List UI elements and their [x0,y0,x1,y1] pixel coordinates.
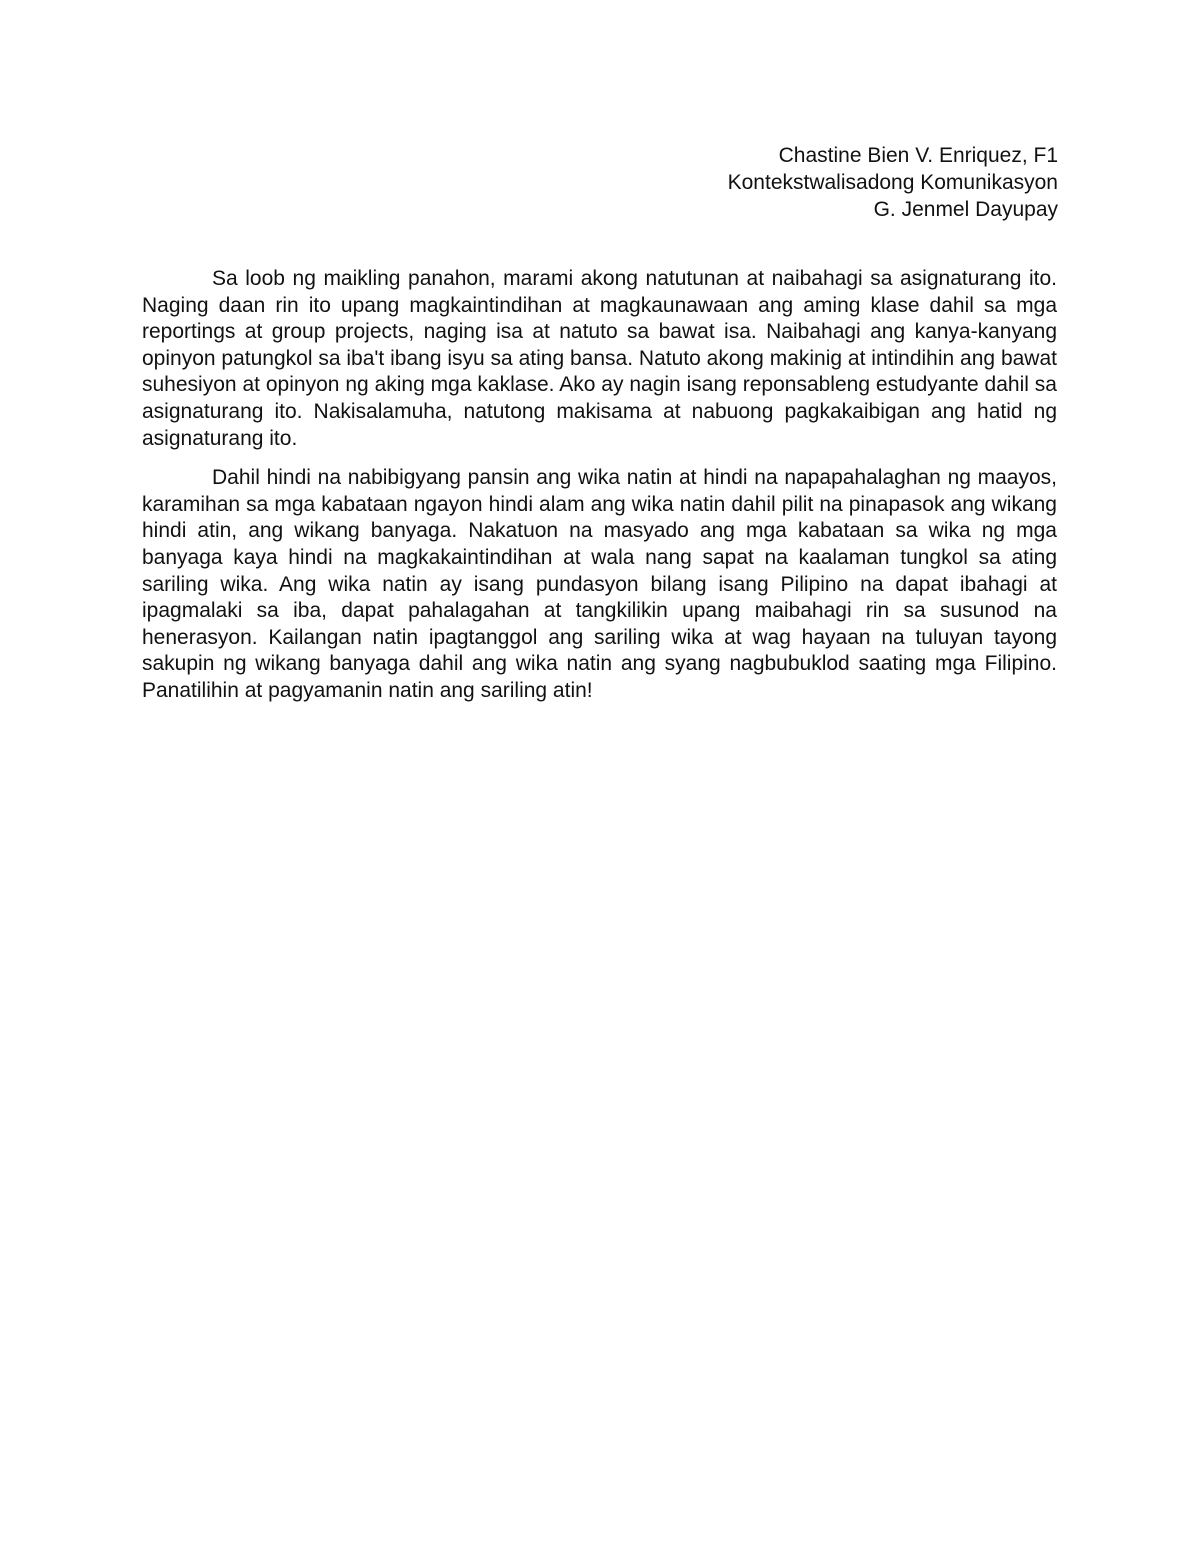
document-body [142,266,1057,718]
document-header [458,142,1058,223]
author-line: Chastine Bien V. Enriquez, F1 [778,144,1058,167]
subject-line: Kontekstwalisadong Komunikasyon [727,171,1058,194]
paragraph-1: Sa loob ng maikling panahon, marami akong natutunan at naibahagi sa asignaturang ito. Naging daan rin ito upang magkaintindihan at magkaunawaan ang aming klase dahil sa mga reportings at group projects, naging isa at natuto sa bawat isa. Naibahagi ang kanya-kanyang opinyon patungkol sa iba't ibang isyu sa ating bansa. Natuto akong makinig at intindihin ang bawat suhesiyon at opinyon ng aking mga kaklase. Ako ay nagin isang reponsableng estudyante dahil sa asignaturang ito. Nakisalamuha, natutong makisama at nabuong pagkakaibigan ang hatid ng asignaturang ito. [142,267,1057,450]
paragraph-2: Dahil hindi na nabibigyang pansin ang wika natin at hindi na napapahalaghan ng maayos, karamihan sa mga kabataan ngayon hindi alam ang wika natin dahil pilit na pinapasok ang wikang hindi atin, ang wikang banyaga. Nakatuon na masyado ang mga kabataan sa wika ng mga banyaga kaya hindi na magkakaintindihan at wala nang sapat na kaalaman tungkol sa ating sariling wika. Ang wika natin ay isang pundasyon bilang isang Pilipino na dapat ibahagi at ipagmalaki sa iba, dapat pahalagahan at tangkilikin upang maibahagi rin sa susunod na henerasyon. Kailangan natin ipagtanggol ang sariling wika at wag hayaan na tuluyan tayong sakupin ng wikang banyaga dahil ang wika natin ang syang nagbubuklod saating mga Filipino. Panatilihin at pagyamanin natin ang sariling atin! [142,466,1057,702]
teacher-line: G. Jenmel Dayupay [873,198,1058,221]
